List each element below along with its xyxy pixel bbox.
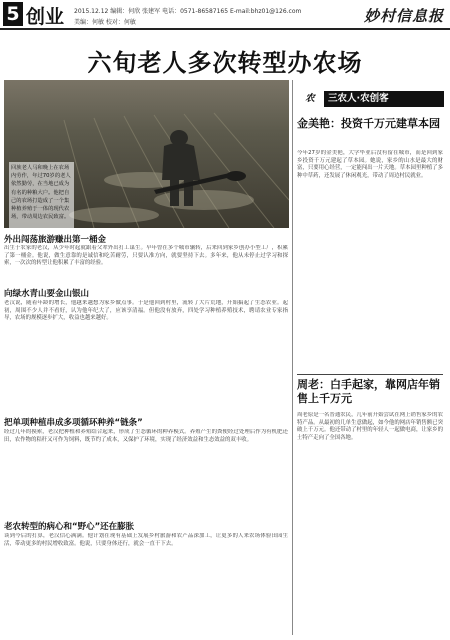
section-body-3: 经过几年的摸索，老汉把种植和养殖结合起来，形成了生态循环的种养模式。养殖产生的粪便经过处理后作为有机肥还田，农作物的秸秆又可作为饲料，既节约了成本，又保护了环境，实现了经济效益和生态效益的双丰收。 <box>4 429 288 443</box>
newspaper-logo: 妙村信息报 <box>363 7 444 25</box>
page-meta-2: 美编：何敏 校对：何敏 <box>74 19 136 26</box>
banner-tag: 农 <box>296 91 324 107</box>
section-body-4: 谈到今后的打算，老汉信心满满。他计划在现有基础上发展乡村旅游和农产品深加工，让更多的人来农场体验田园生活，带动更多的村民增收致富。他说，只要身体还行，就会一直干下去。 <box>4 533 288 547</box>
profile-divider <box>297 374 443 375</box>
profile-2-body: 周老原是一名普通农民，几年前开始尝试在网上销售家乡的农特产品。从最初的几单生意做起，如今他的网店年销售额已突破上千万元。他还带动了村里的年轻人一起做电商，让家乡的土特产走向了全国各地。 <box>297 412 443 441</box>
profile-2-title: 周老：白手起家，靠网店年销售上千万元 <box>297 378 440 405</box>
section-title-3: 把单项种植串成多项循环种养“链条” <box>4 418 143 428</box>
profile-1-title: 金美艳：投资千万元建草本园 <box>297 117 440 130</box>
banner-text: 三农人·农创客 <box>328 93 389 104</box>
page-header <box>0 0 450 30</box>
article-photo <box>4 80 289 228</box>
page-section: 创业 <box>26 6 65 28</box>
section-body-1: 出生于农家的老汉，从少年时起就跟着父辈外出打工谋生。早年曾在多个城市辗转，后来回到家乡创办小型工厂，积累了第一桶金。他说，做生意靠的是诚信和吃苦耐劳，只要认准方向，就要坚持下去。多年来，他从未停止过学习和探索，一次次的转型让他积累了丰富的经验。 <box>4 245 288 267</box>
column-divider <box>292 80 293 635</box>
section-title-1: 外出闯荡旅游赚出第一桶金 <box>4 235 107 245</box>
page-meta: 2015.12.12 编辑：何欣 张建军 电话：0571-86587165 E-mail:bhz01@126.com <box>74 8 302 15</box>
photo-caption: 回族老人马和晚上在农场内劳作，年过70岁的老人依然勤劳，在当地已成为有名的种粮大户。他把自己的农场打造成了一个集种植养殖于一体的现代农场，带动周边农民致富。 <box>9 162 74 228</box>
column-banner <box>296 91 444 107</box>
page-number: 5 <box>3 2 23 26</box>
main-headline: 六旬老人多次转型办农场 <box>87 49 363 77</box>
section-title-4: 老农转型的病心和“野心”还在膨胀 <box>4 522 135 532</box>
profile-1-body: 今年27岁的金美艳，大学毕业后没有留在城市，而是回到家乡投资千万元建起了草本园。她说，家乡的山水是最大的财富，只要用心经营，一定能闯出一片天地。草本园里种植了多种中草药，还发展了休闲观光，带动了周边村民就业。 <box>297 150 443 179</box>
section-title-2: 向绿水青山要金山银山 <box>4 289 90 299</box>
section-body-2: 老汉说，随着年龄的增长，他越来越想为家乡做点事。于是他回到村里，流转了大片荒地，开始搞起了生态农业。起初，周围不少人并不看好，认为他年纪大了，应该享清福。但他没有放弃，四处学习种植养殖技术，聘请农业专家指导，农场的规模逐步扩大，收益也越来越好。 <box>4 300 288 322</box>
